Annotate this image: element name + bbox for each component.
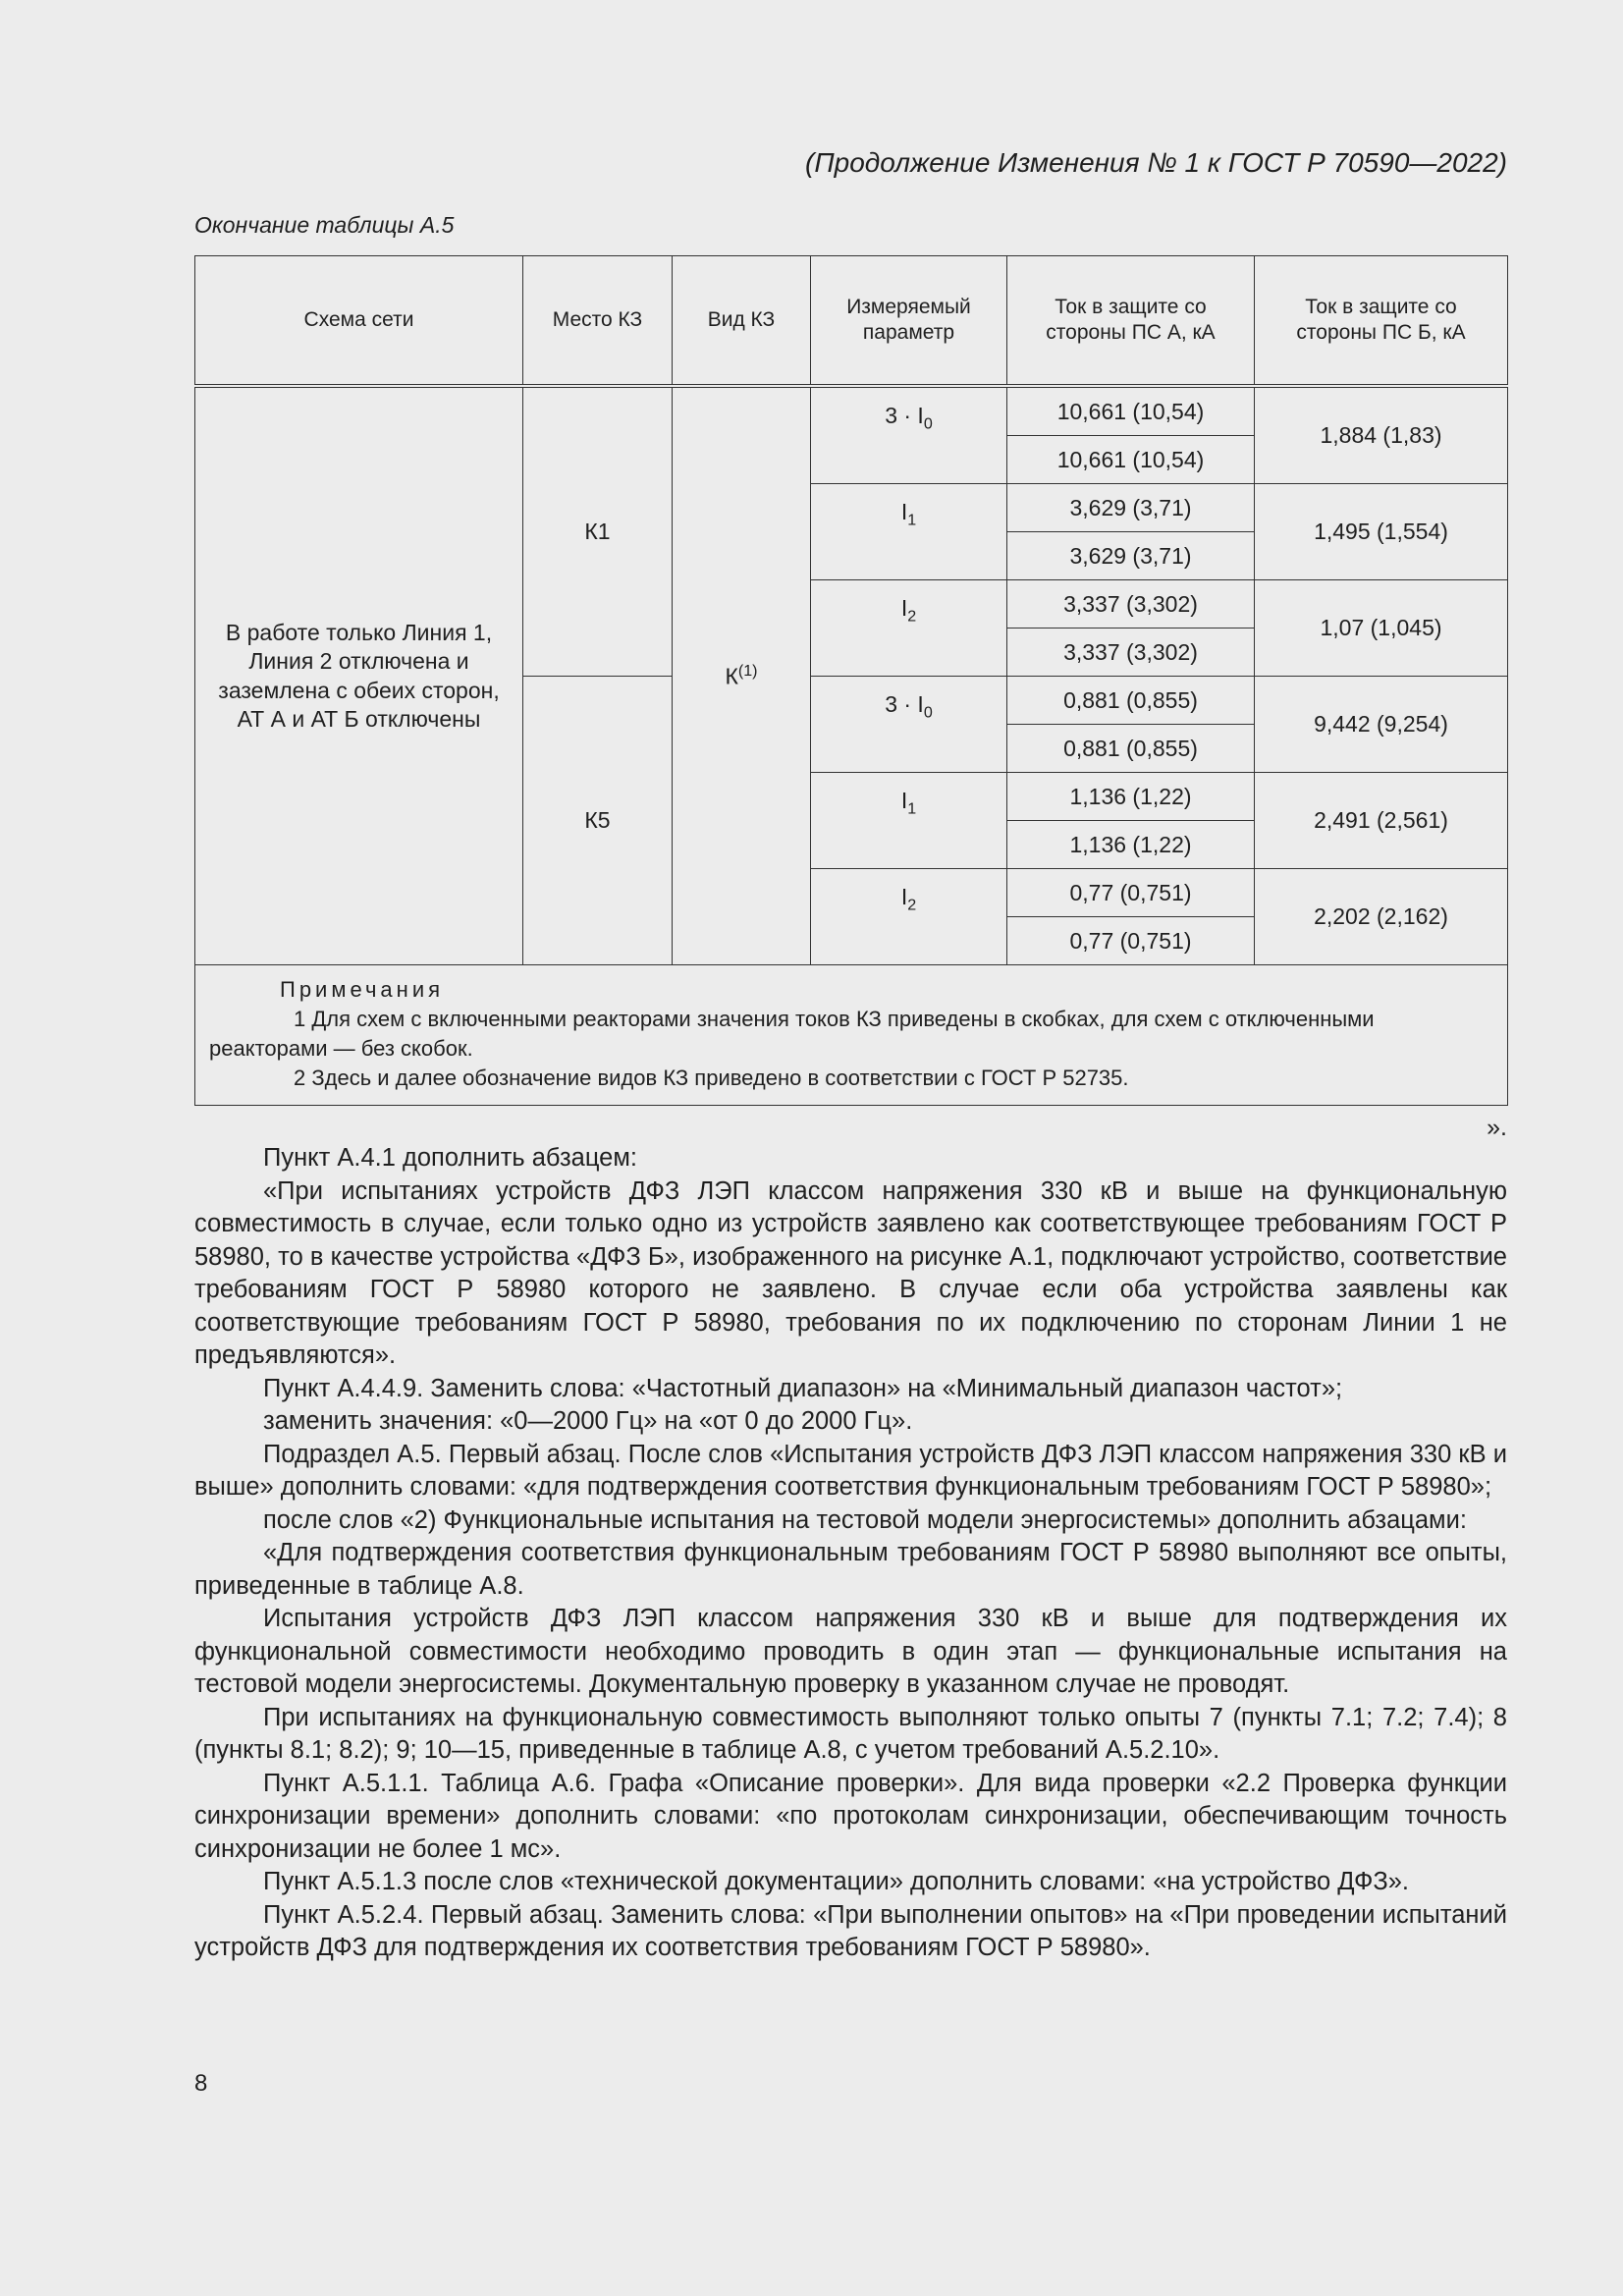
current-a-cell: 3,629 (3,71) [1007,532,1255,580]
current-a-cell: 0,881 (0,855) [1007,725,1255,773]
paragraph: Пункт А.5.1.1. Таблица А.6. Графа «Описание проверки». Для вида проверки «2.2 Проверка функции синхронизации времени» дополнить словами: «по протоколам синхронизации, обеспечивающим точность синхронизации не более 1 мс». [194,1769,1507,1863]
current-b-cell: 1,884 (1,83) [1255,386,1508,484]
current-a-cell: 10,661 (10,54) [1007,436,1255,484]
note-item: 1 Для схем с включенными реакторами значения токов КЗ приведены в скобках, для схем с отключенными реакторами — без скобок. [209,1006,1375,1061]
table-header-row [195,256,1508,387]
paragraph: заменить значения: «0—2000 Гц» на «от 0 до 2000 Гц». [263,1407,913,1435]
paragraph: Пункт А.4.4.9. Заменить слова: «Частотный диапазон» на «Минимальный диапазон частот»; [263,1374,1343,1402]
paragraph: Подраздел А.5. Первый абзац. После слов «Испытания устройств ДФЗ ЛЭП классом напряжения 330 кВ и выше» дополнить словами: «для подтверждения соответствия функциональным требованиям ГОСТ Р 58980»; [194,1440,1507,1501]
notes-cell [195,965,1508,1106]
current-b-cell: 1,07 (1,045) [1255,580,1508,677]
current-a-cell: 0,77 (0,751) [1007,917,1255,965]
current-a-cell: 0,77 (0,751) [1007,869,1255,917]
table-row [195,386,1508,436]
paragraph: Пункт А.5.2.4. Первый абзац. Заменить слова: «При выполнении опытов» на «При проведении испытаний устройств ДФЗ для подтверждения их соответствия требованиям ГОСТ Р 58980». [194,1900,1507,1961]
col-header-current-a: Ток в защите со стороны ПС А, кА [1007,256,1255,387]
current-b-cell: 2,202 (2,162) [1255,869,1508,965]
notes-title: Примечания [280,977,445,1002]
paragraph: «Для подтверждения соответствия функциональным требованиям ГОСТ Р 58980 выполняют все опыты, приведенные в таблице А.8. [194,1539,1507,1600]
table-a5 [194,255,1508,1106]
col-header-scheme: Схема сети [195,256,523,387]
col-header-param: Измеряемый параметр [811,256,1007,387]
current-a-cell: 1,136 (1,22) [1007,773,1255,821]
page-number: 8 [194,2070,208,2097]
paragraph: При испытаниях на функциональную совместимость выполняют только опыты 7 (пункты 7.1; 7.2; 7.4); 8 (пункты 8.1; 8.2); 9; 10—15, приведенные в таблице А.8, с учетом требований А.5.2.10». [194,1703,1507,1764]
current-b-cell: 2,491 (2,561) [1255,773,1508,869]
param-cell: $I_2$ [811,580,1007,677]
col-header-type: Вид КЗ [673,256,811,387]
current-a-cell: 0,881 (0,855) [1007,677,1255,725]
current-b-cell: 1,495 (1,554) [1255,484,1508,580]
paragraph: Пункт А.5.1.3 после слов «технической документации» дополнить словами: «на устройство ДФЗ». [263,1868,1409,1895]
kz-type-cell: $К^{(1)}$ [673,386,811,965]
paragraph: после слов «2) Функциональные испытания на тестовой модели энергосистемы» дополнить абзацами: [263,1505,1467,1534]
scheme-cell: В работе только Линия 1, Линия 2 отключена и заземлена с обеих сторон, АТ А и АТ Б отключены [195,386,523,965]
param-cell: $3 \cdot I_0$ [811,677,1007,773]
note-item: 2 Здесь и далее обозначение видов КЗ приведено в соответствии с ГОСТ Р 52735. [294,1065,1129,1090]
col-header-current-b: Ток в защите со стороны ПС Б, кА [1255,256,1508,387]
running-header: (Продолжение Изменения № 1 к ГОСТ Р 70590—2022) [805,147,1507,178]
param-cell: $I_1$ [811,773,1007,869]
current-a-cell: 10,661 (10,54) [1007,386,1255,436]
col-header-place: Место КЗ [523,256,673,387]
closing-quote: ». [1487,1114,1507,1141]
current-a-cell: 1,136 (1,22) [1007,821,1255,869]
param-cell: $3 \cdot I_0$ [811,386,1007,484]
notes-row [195,965,1508,1106]
table-caption: Окончание таблицы А.5 [194,212,455,238]
current-a-cell: 3,337 (3,302) [1007,629,1255,677]
current-a-cell: 3,337 (3,302) [1007,580,1255,629]
current-b-cell: 9,442 (9,254) [1255,677,1508,773]
place-cell: К5 [523,677,673,965]
paragraph: Испытания устройств ДФЗ ЛЭП классом напряжения 330 кВ и выше для подтверждения их функциональной совместимости необходимо проводить в один этап — функциональные испытания на тестовой модели энергосистемы. Документальную проверку в указанном случае не проводят. [194,1605,1507,1698]
param-cell: $I_1$ [811,484,1007,580]
param-cell: $I_2$ [811,869,1007,965]
paragraph: «При испытаниях устройств ДФЗ ЛЭП классом напряжения 330 кВ и выше на функциональную совместимость в случае, если только одно из устройств заявлено как соответствующее требованиям ГОСТ Р 58980, то в качестве устройства «ДФЗ Б», изображенного на рисунке А.1, подключают устройство, соответствие требованиям ГОСТ Р 58980 которого не заявлено. В случае если оба устройства заявлены как соответствующие требованиям ГОСТ Р 58980, требования по их подключению по сторонам Линии 1 не предъявляются». [194,1176,1507,1369]
body-text [194,1142,1507,1965]
place-cell: К1 [523,386,673,677]
current-a-cell: 3,629 (3,71) [1007,484,1255,532]
paragraph: Пункт А.4.1 дополнить абзацем: [263,1144,637,1172]
